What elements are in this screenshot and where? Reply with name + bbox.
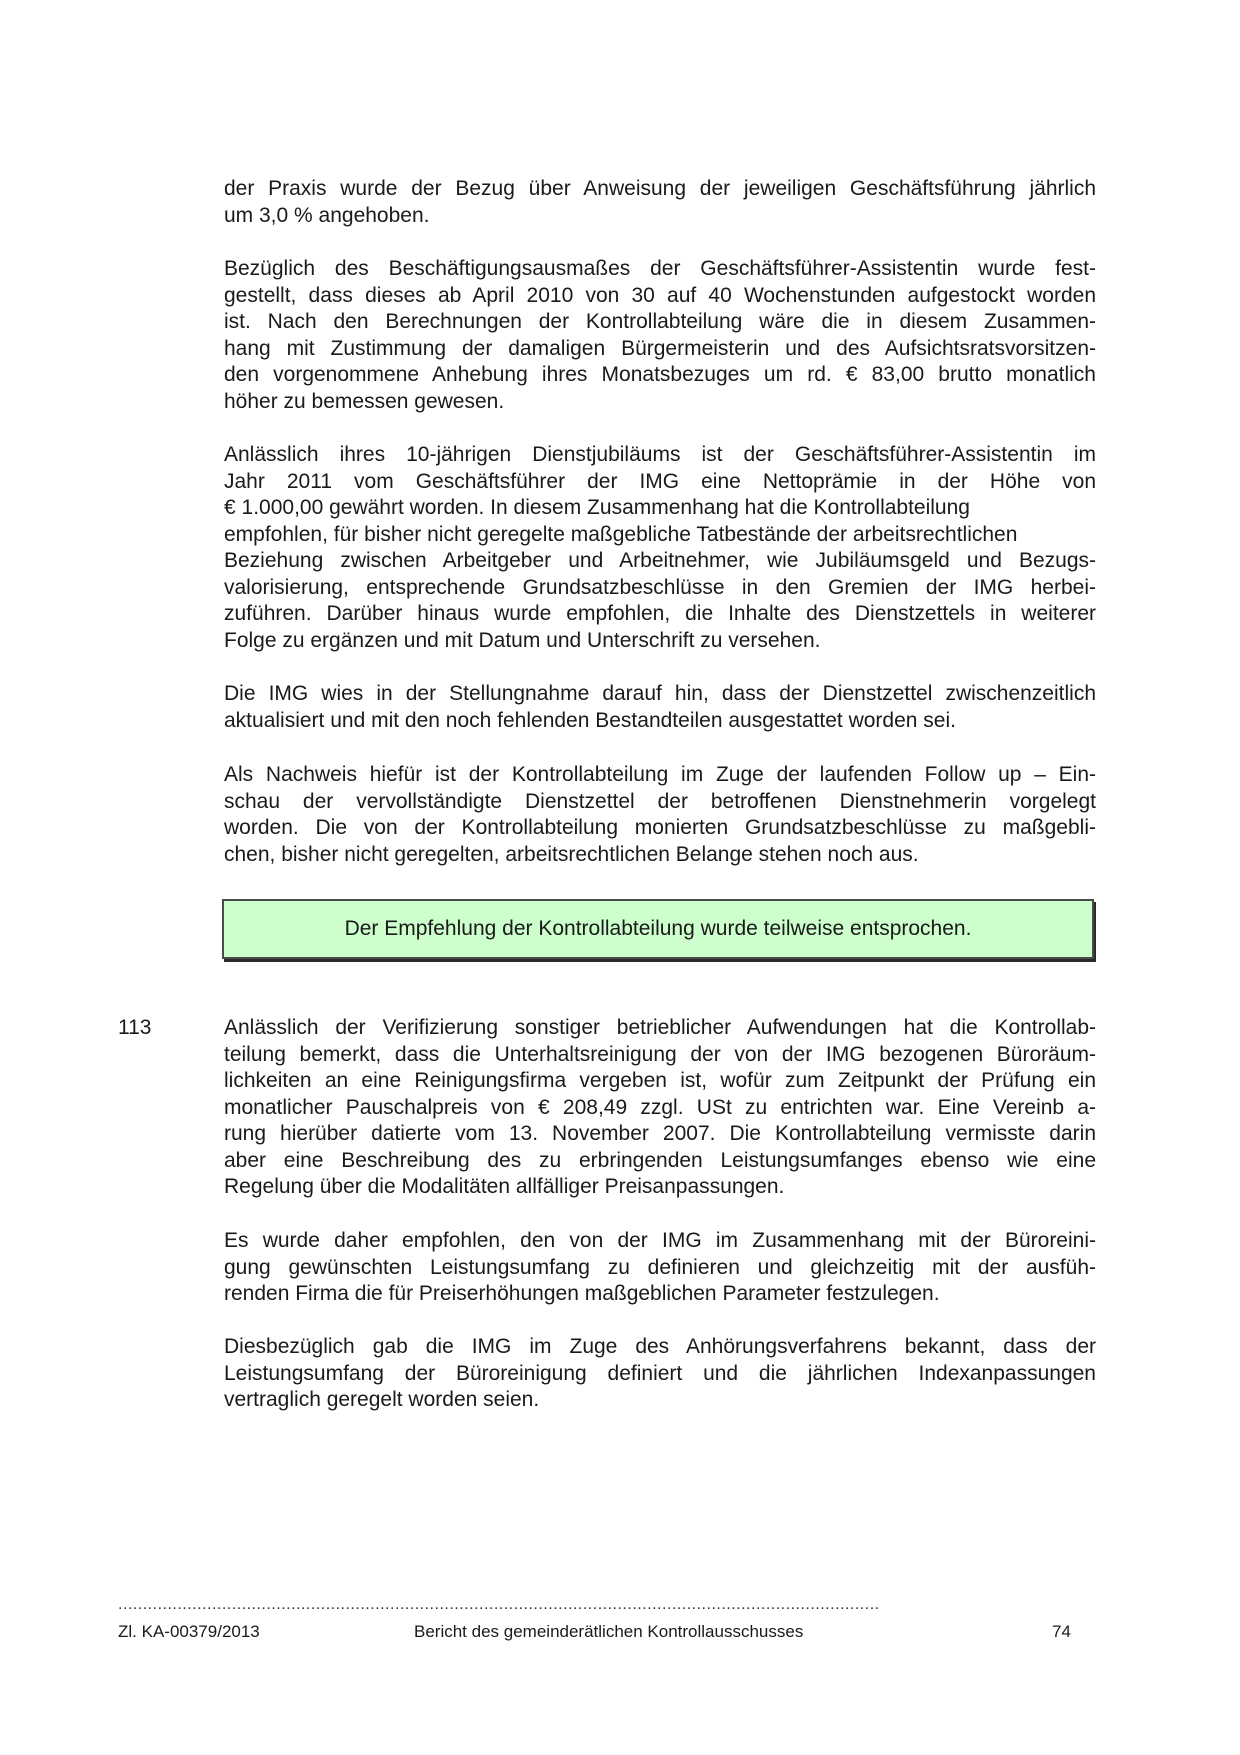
footer-separator: .......................................................................................................................................................... xyxy=(118,1598,880,1612)
text-line: gestellt, dass dieses ab April 2010 von 30 auf 40 Wochenstunden aufgestockt worden xyxy=(224,283,1096,307)
text-line: Anlässlich der Verifizierung sonstiger betrieblicher Aufwendungen hat die Kontrollab- xyxy=(224,1016,1096,1039)
text-line: rung hierüber datierte vom 13. November 2007. Die Kontrollabteilung vermisste darin xyxy=(224,1122,1096,1145)
text-line: hang mit Zustimmung der damaligen Bürgermeisterin und des Aufsichtsratsvorsitzen- xyxy=(224,336,1096,360)
text-line: gung gewünschten Leistungsumfang zu definieren und gleichzeitig mit der ausfüh- xyxy=(224,1255,1096,1279)
text-line: lichkeiten an eine Reinigungsfirma vergeben ist, wofür zum Zeitpunkt der Prüfung ein xyxy=(224,1069,1096,1092)
text-line: Anlässlich ihres 10-jährigen Dienstjubiläums ist der Geschäftsführer-Assistentin im xyxy=(224,443,1096,466)
paragraph-nachweis xyxy=(224,762,1096,868)
text-line: um 3,0 % angehoben. xyxy=(224,203,430,227)
text-line: valorisierung, entsprechende Grundsatzbeschlüsse in den Gremien der IMG herbei- xyxy=(224,575,1096,599)
page-number: 74 xyxy=(1052,1622,1071,1641)
text-line: aber eine Beschreibung des zu erbringenden Leistungsumfanges ebenso wie eine xyxy=(224,1148,1096,1172)
text-line: Folge zu ergänzen und mit Datum und Unterschrift zu versehen. xyxy=(224,628,821,652)
text-line: € 1.000,00 gewährt worden. In diesem Zusammenhang hat die Kontrollabteilung xyxy=(224,496,970,519)
paragraph-stellungnahme xyxy=(224,681,1096,734)
paragraph-113-anhoerung xyxy=(224,1334,1096,1414)
footer-reference: Zl. KA-00379/2013 xyxy=(118,1622,260,1641)
text-line: Bezüglich des Beschäftigungsausmaßes der Geschäftsführer-Assistentin wurde fest- xyxy=(224,257,1096,280)
text-line: der Praxis wurde der Bezug über Anweisung der jeweiligen Geschäftsführung jährlich xyxy=(224,177,1096,200)
text-line: Als Nachweis hiefür ist der Kontrollabteilung im Zuge der laufenden Follow up – Ein- xyxy=(224,763,1096,786)
text-line: chen, bisher nicht geregelten, arbeitsrechtlichen Belange stehen noch aus. xyxy=(224,842,919,866)
text-line: Die IMG wies in der Stellungnahme darauf hin, dass der Dienstzettel zwischenzeitlich xyxy=(224,682,1096,705)
text-line: Regelung über die Modalitäten allfälliger Preisanpassungen. xyxy=(224,1175,785,1198)
recommendation-status-box xyxy=(222,899,1094,959)
paragraph-dienstjubilaeum xyxy=(224,442,1096,654)
paragraph-113-empfehlung xyxy=(224,1228,1096,1308)
text-line: schau der vervollständigte Dienstzettel der betroffenen Dienstnehmerin vorgelegt xyxy=(224,789,1096,813)
text-line: zuführen. Darüber hinaus wurde empfohlen, die Inhalte des Dienstzettels in weiterer xyxy=(224,602,1096,625)
text-line: Jahr 2011 vom Geschäftsführer der IMG eine Nettoprämie in der Höhe von xyxy=(224,469,1096,493)
text-line: worden. Die von der Kontrollabteilung monierten Grundsatzbeschlüsse zu maßgebli- xyxy=(224,816,1096,839)
text-line: empfohlen, für bisher nicht geregelte maßgebliche Tatbestände der arbeitsrechtlichen xyxy=(224,522,1018,546)
text-line: vertraglich geregelt worden seien. xyxy=(224,1388,540,1411)
text-line: monatlicher Pauschalpreis von € 208,49 zzgl. USt zu entrichten war. Eine Vereinb a- xyxy=(224,1095,1096,1119)
footer-title: Bericht des gemeinderätlichen Kontrollausschusses xyxy=(414,1622,804,1641)
text-line: ist. Nach den Berechnungen der Kontrollabteilung wäre die in diesem Zusammen- xyxy=(224,310,1096,333)
text-line: Leistungsumfang der Büroreinigung definiert und die jährlichen Indexanpassungen xyxy=(224,1361,1096,1385)
paragraph-113-verifizierung xyxy=(224,1015,1096,1201)
text-line: teilung bemerkt, dass die Unterhaltsreinigung der von der IMG bezogenen Büroräum- xyxy=(224,1042,1096,1066)
text-line: Es wurde daher empfohlen, den von der IMG im Zusammenhang mit der Büroreini- xyxy=(224,1229,1096,1252)
text-line: Beziehung zwischen Arbeitgeber und Arbeitnehmer, wie Jubiläumsgeld und Bezugs- xyxy=(224,549,1096,572)
paragraph-beschaeftigungsausmass xyxy=(224,256,1096,415)
recommendation-status-text: Der Empfehlung der Kontrollabteilung wurde teilweise entsprochen. xyxy=(344,917,972,940)
text-line: Diesbezüglich gab die IMG im Zuge des Anhörungsverfahrens bekannt, dass der xyxy=(224,1335,1096,1358)
paragraph-number: 113 xyxy=(118,1016,152,1039)
text-line: den vorgenommene Anhebung ihres Monatsbezuges um rd. € 83,00 brutto monatlich xyxy=(224,363,1096,386)
text-line: höher zu bemessen gewesen. xyxy=(224,389,505,413)
text-line: aktualisiert und mit den noch fehlenden Bestandteilen ausgestattet worden sei. xyxy=(224,708,956,732)
paragraph-praxis-bezug xyxy=(224,176,1096,229)
text-line: renden Firma die für Preiserhöhungen maßgeblichen Parameter festzulegen. xyxy=(224,1282,940,1305)
